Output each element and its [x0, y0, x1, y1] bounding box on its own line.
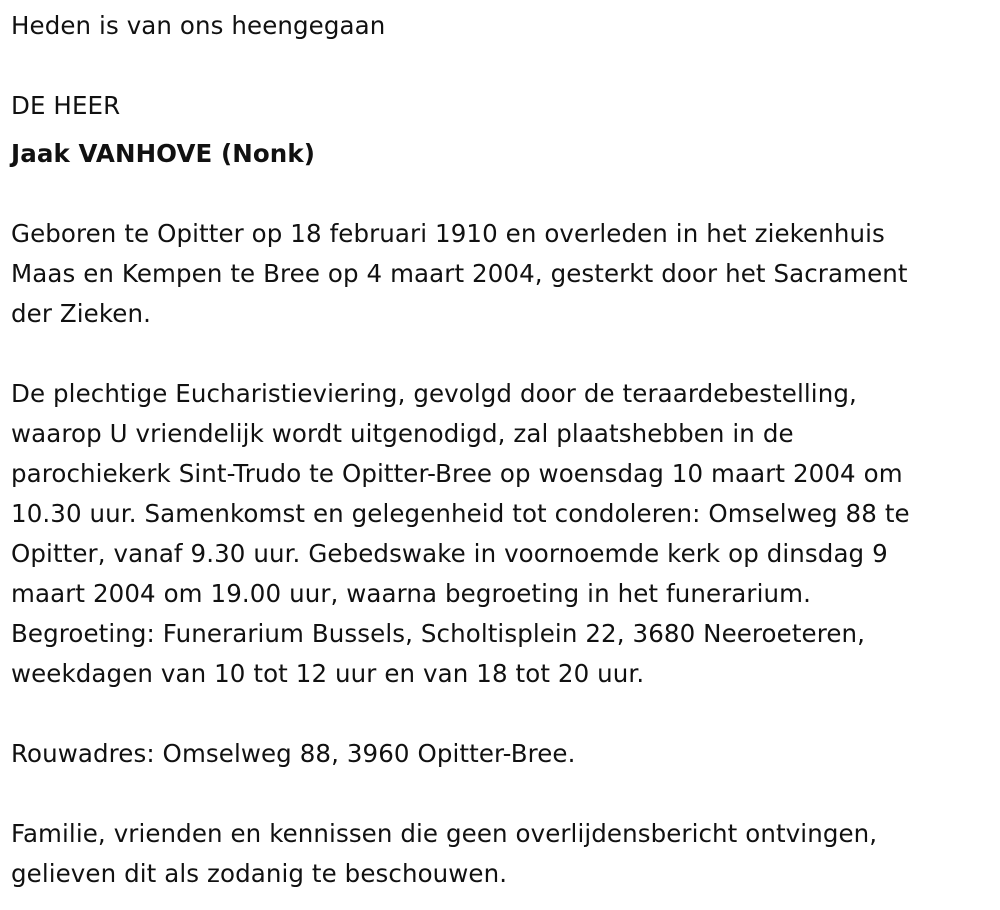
paragraph-line: der Zieken. — [11, 299, 151, 328]
paragraph-line: Familie, vrienden en kennissen die geen overlijdensbericht ontvingen, — [11, 819, 878, 848]
paragraph-line: De plechtige Eucharistieviering, gevolgd door de teraardebestelling, — [11, 379, 857, 408]
paragraph-line: Begroeting: Funerarium Bussels, Scholtisplein 22, 3680 Neeroeteren, — [11, 619, 866, 648]
paragraph-line: parochiekerk Sint-Trudo te Opitter-Bree op woensdag 10 maart 2004 om — [11, 459, 903, 488]
ceremony-paragraph — [11, 374, 996, 694]
title-prefix: DE HEER — [11, 91, 121, 120]
intro-text: Heden is van ons heengegaan — [11, 11, 386, 40]
deceased-name: Jaak VANHOVE (Nonk) — [11, 139, 316, 168]
mourning-address: Rouwadres: Omselweg 88, 3960 Opitter-Bree. — [11, 739, 576, 768]
birth-death-paragraph — [11, 214, 996, 334]
paragraph-line: waarop U vriendelijk wordt uitgenodigd, zal plaatshebben in de — [11, 419, 794, 448]
obituary-notice — [11, 6, 996, 894]
paragraph-line: 10.30 uur. Samenkomst en gelegenheid tot condoleren: Omselweg 88 te — [11, 499, 910, 528]
closing-paragraph — [11, 814, 996, 894]
paragraph-line: weekdagen van 10 tot 12 uur en van 18 tot 20 uur. — [11, 659, 645, 688]
paragraph-line: Opitter, vanaf 9.30 uur. Gebedswake in voornoemde kerk op dinsdag 9 — [11, 539, 888, 568]
paragraph-line: maart 2004 om 19.00 uur, waarna begroeting in het funerarium. — [11, 579, 811, 608]
address-paragraph — [11, 734, 996, 774]
paragraph-line: Maas en Kempen te Bree op 4 maart 2004, gesterkt door het Sacrament — [11, 259, 908, 288]
paragraph-line: gelieven dit als zodanig te beschouwen. — [11, 859, 508, 888]
paragraph-line: Geboren te Opitter op 18 februari 1910 en overleden in het ziekenhuis — [11, 219, 885, 248]
